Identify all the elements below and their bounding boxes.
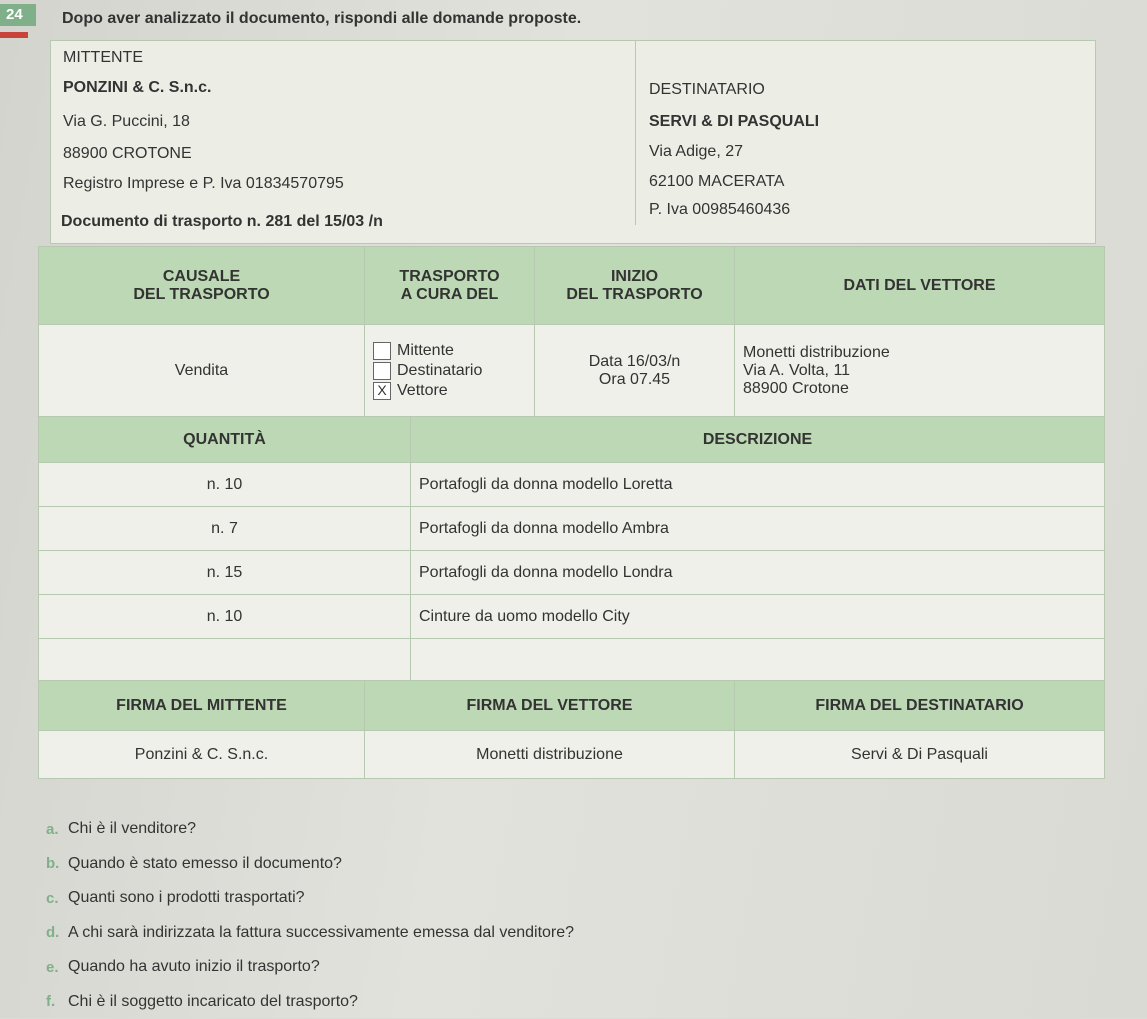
desc-cell: Portafogli da donna modello Loretta [411, 463, 1105, 507]
signature-row [39, 731, 1105, 779]
option-destinatario-label: Destinatario [397, 362, 482, 380]
qty-cell: n. 15 [39, 551, 411, 595]
causale-value: Vendita [39, 325, 365, 417]
firma-destinatario-header: FIRMA DEL DESTINATARIO [735, 681, 1105, 731]
destinatario-vat: P. Iva 00985460436 [649, 201, 790, 219]
firma-vettore-header: FIRMA DEL VETTORE [365, 681, 735, 731]
document-number: Documento di trasporto n. 281 del 15/03 /n [61, 213, 383, 231]
inizio-time: Ora 07.45 [543, 371, 726, 389]
desc-cell: Portafogli da donna modello Londra [411, 551, 1105, 595]
firma-destinatario-value: Servi & Di Pasquali [735, 731, 1105, 779]
trasporto-cura-options [365, 325, 535, 417]
question-item [46, 881, 574, 916]
question-text: Chi è il soggetto incaricato del trasporto? [68, 993, 358, 1011]
question-text: A chi sarà indirizzata la fattura successivamente emessa dal venditore? [68, 924, 574, 942]
question-item [46, 847, 574, 882]
empty-qty-cell [39, 639, 411, 681]
checkbox-destinatario[interactable] [373, 362, 391, 380]
firma-vettore-value: Monetti distribuzione [365, 731, 735, 779]
transport-data-row [39, 325, 1105, 417]
desc-cell: Cinture da uomo modello City [411, 595, 1105, 639]
vettore-value [735, 325, 1105, 417]
cura-header-line1: TRASPORTO [373, 268, 526, 286]
question-text: Quando è stato emesso il documento? [68, 855, 342, 873]
empty-row [39, 639, 1105, 681]
question-letter: a. [46, 821, 68, 838]
exercise-accent-bar [0, 32, 28, 38]
descrizione-header: DESCRIZIONE [411, 417, 1105, 463]
parties-box [50, 40, 1096, 244]
qty-cell: n. 10 [39, 463, 411, 507]
qty-cell: n. 7 [39, 507, 411, 551]
question-letter: b. [46, 855, 68, 872]
transport-header-row [39, 247, 1105, 325]
option-vettore-label: Vettore [397, 382, 448, 400]
question-letter: e. [46, 959, 68, 976]
empty-desc-cell [411, 639, 1105, 681]
carrier-city: 88900 Crotone [743, 380, 1096, 398]
cura-header-line2: A CURA DEL [373, 286, 526, 304]
inizio-value [535, 325, 735, 417]
question-letter: d. [46, 924, 68, 941]
carrier-name: Monetti distribuzione [743, 344, 1096, 362]
option-mittente[interactable] [373, 342, 526, 360]
mittente-name: PONZINI & C. S.n.c. [63, 79, 211, 97]
mittente-city: 88900 CROTONE [63, 145, 192, 163]
option-destinatario[interactable] [373, 362, 526, 380]
inizio-header-line1: INIZIO [543, 268, 726, 286]
destinatario-address: Via Adige, 27 [649, 143, 743, 161]
mittente-heading: MITTENTE [63, 49, 143, 67]
question-item [46, 812, 574, 847]
table-row [39, 507, 1105, 551]
quantita-header: QUANTITÀ [39, 417, 411, 463]
causale-header-line1: CAUSALE [47, 268, 356, 286]
question-letter: f. [46, 993, 68, 1010]
destinatario-name: SERVI & DI PASQUALI [649, 113, 819, 131]
question-text: Quanti sono i prodotti trasportati? [68, 889, 305, 907]
option-mittente-label: Mittente [397, 342, 454, 360]
option-vettore[interactable] [373, 382, 526, 400]
question-item [46, 950, 574, 985]
qty-cell: n. 10 [39, 595, 411, 639]
firma-mittente-value: Ponzini & C. S.n.c. [39, 731, 365, 779]
causale-header [39, 247, 365, 325]
destinatario-city: 62100 MACERATA [649, 173, 784, 191]
vettore-header: DATI DEL VETTORE [735, 247, 1105, 325]
question-letter: c. [46, 890, 68, 907]
signature-header-row [39, 681, 1105, 731]
checkbox-vettore[interactable]: X [373, 382, 391, 400]
parties-divider [635, 41, 636, 225]
table-row [39, 551, 1105, 595]
causale-header-line2: DEL TRASPORTO [47, 286, 356, 304]
transport-document-table [38, 246, 1105, 779]
inizio-header-line2: DEL TRASPORTO [543, 286, 726, 304]
goods-header-row [39, 417, 1105, 463]
question-item [46, 916, 574, 951]
destinatario-heading: DESTINATARIO [649, 81, 765, 99]
question-text: Chi è il venditore? [68, 820, 196, 838]
table-row [39, 595, 1105, 639]
inizio-header [535, 247, 735, 325]
question-text: Quando ha avuto inizio il trasporto? [68, 958, 320, 976]
checkbox-mittente[interactable] [373, 342, 391, 360]
table-row [39, 463, 1105, 507]
mittente-registry: Registro Imprese e P. Iva 01834570795 [63, 175, 344, 193]
inizio-date: Data 16/03/n [543, 353, 726, 371]
exercise-instruction: Dopo aver analizzato il documento, rispondi alle domande proposte. [62, 10, 581, 28]
question-item [46, 985, 574, 1019]
mittente-address: Via G. Puccini, 18 [63, 113, 190, 131]
firma-mittente-header: FIRMA DEL MITTENTE [39, 681, 365, 731]
desc-cell: Portafogli da donna modello Ambra [411, 507, 1105, 551]
carrier-address: Via A. Volta, 11 [743, 362, 1096, 380]
trasporto-cura-header [365, 247, 535, 325]
exercise-number-badge: 24 [0, 4, 36, 26]
questions-list [46, 812, 574, 1019]
